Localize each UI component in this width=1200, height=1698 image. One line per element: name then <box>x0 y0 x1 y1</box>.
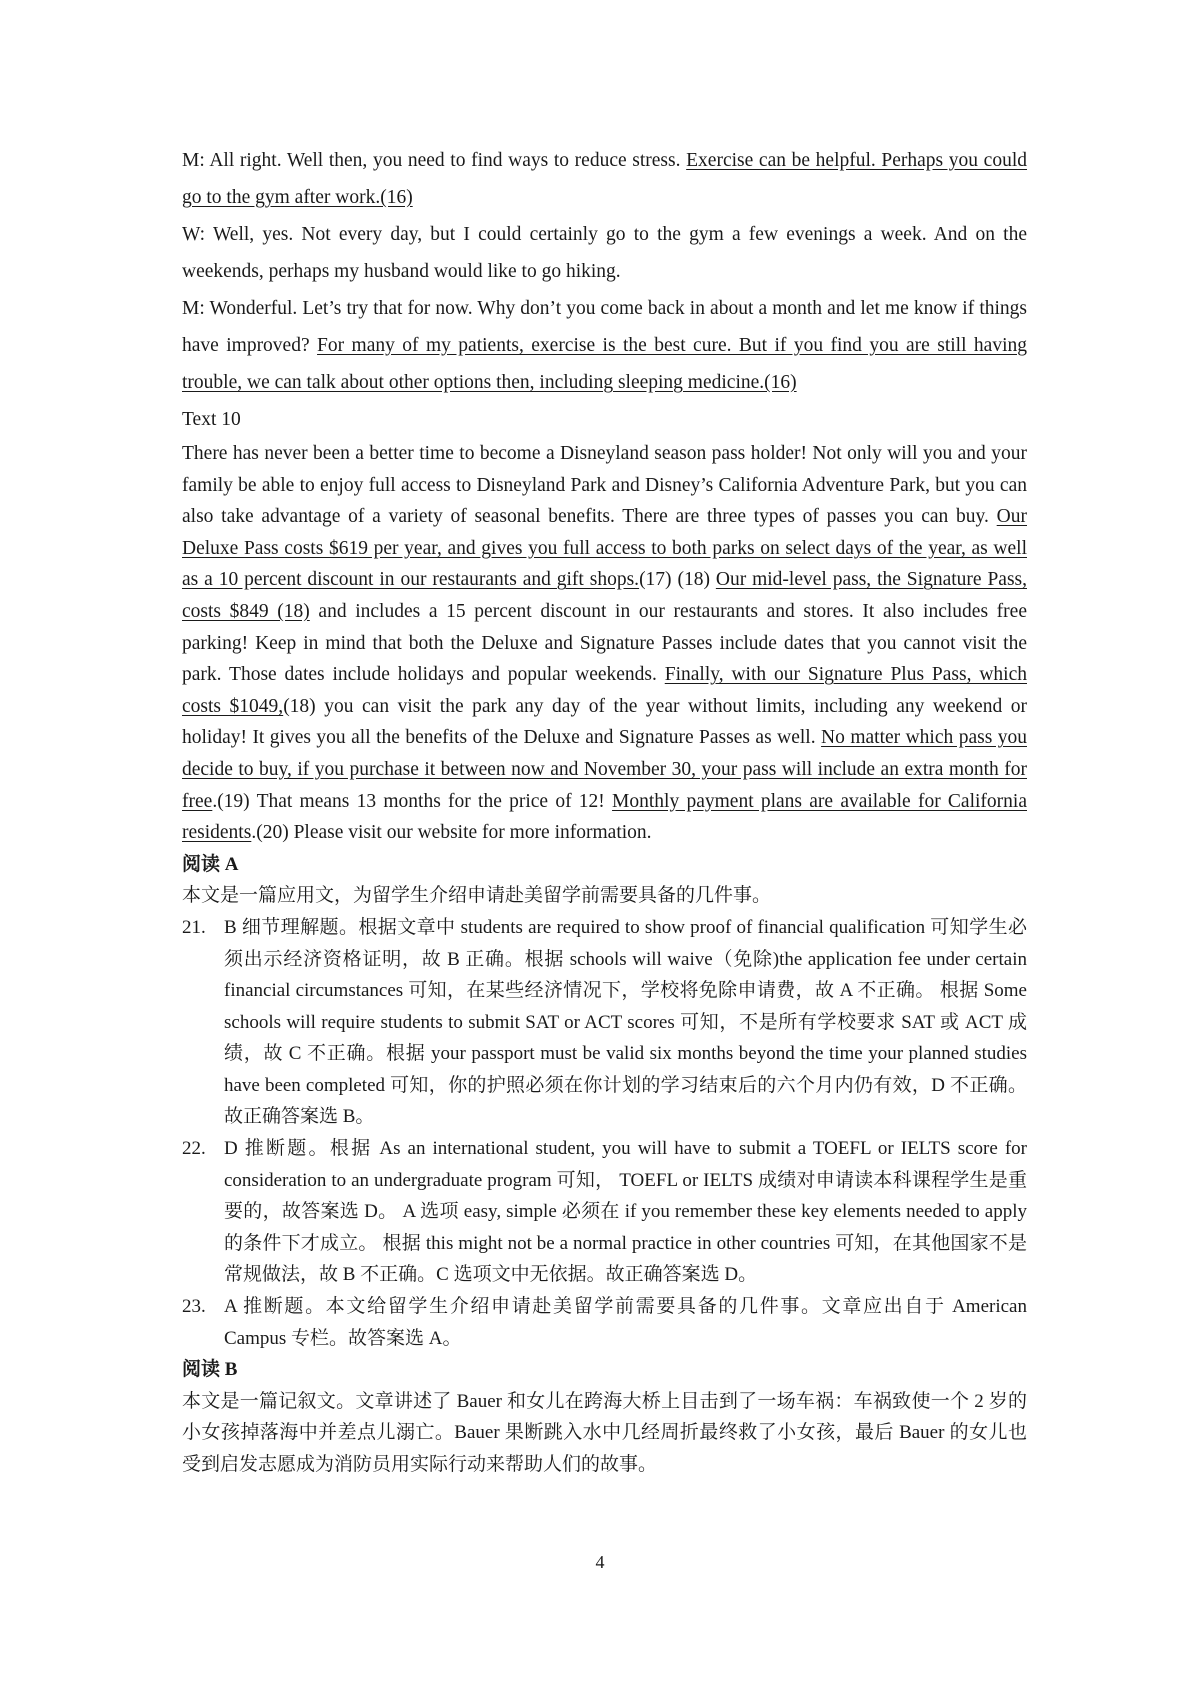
passage-text: and includes a 15 percent discount in our restaurants and stores. It also includes free parking! Keep in mind that both the Deluxe and Signature Passes include dates that you cannot visit the park. Those dates include holidays and popular weekends. <box>182 600 1027 686</box>
page-content <box>182 142 1027 1481</box>
reading-a-heading: 阅读 A <box>182 853 239 875</box>
reading-a-intro: 本文是一篇应用文，为留学生介绍申请赴美留学前需要具备的几件事。 <box>182 885 772 907</box>
passage-text: (17) (18) <box>639 569 716 591</box>
underlined-answer-text: For many of my patients, exercise is the best cure. But if you find you are still having trouble, we can talk about other options then, including sleeping medicine.(16) <box>182 335 1027 393</box>
reading-a-section <box>182 849 1027 1355</box>
answer-number: 23. <box>182 1296 206 1318</box>
passage-text: There has never been a better time to become a Disneyland season pass holder! Not only will you and your family be able to enjoy full access to Disneyland Park and Disney’s California Adventure Park, but you can also take advantage of a variety of seasonal benefits. There are three types of passes you can buy. <box>182 443 1027 528</box>
reading-b-section <box>182 1354 1027 1480</box>
dialogue-text: M: Wonderful. Let’s try that for now. Why don’t you come back in about a month and let me know if things have improved? <box>182 298 1027 356</box>
reading-b-intro: 本文是一篇记叙文。文章讲述了 Bauer 和女儿在跨海大桥上目击到了一场车祸：车祸致使一个 2 岁的小女孩掉落海中并差点儿溺亡。Bauer 果断跳入水中几经周折最终救了小女孩，最后 Bauer 的女儿也受到启发志愿成为消防员用实际行动来帮助人们的故事。 <box>182 1390 1027 1475</box>
dialogue-line-m1 <box>182 142 1027 216</box>
passage-text: (18) you can visit the park any day of the year without limits, including any weekend or holiday! It gives you all the benefits of the Deluxe and Signature Passes as well. <box>182 695 1027 749</box>
answer-item-22 <box>182 1133 1027 1291</box>
answer-item-23 <box>182 1291 1027 1354</box>
passage-text: .(20) Please visit our website for more information. <box>251 822 652 844</box>
page-number: 4 <box>595 1552 605 1572</box>
text10-heading: Text 10 <box>182 409 241 430</box>
underlined-answer-text: Our Deluxe Pass costs $619 per year, and gives you full access to both parks on select days of the year, as well as a 10 percent discount in our restaurants and gift shops. <box>182 506 1027 591</box>
underlined-answer-text: Our mid-level pass, the Signature Pass, costs $849 (18) <box>182 569 1027 622</box>
answer-explanation: A 推断题。本文给留学生介绍申请赴美留学前需要具备的几件事。文章应出自于 American Campus 专栏。故答案选 A。 <box>224 1296 1027 1349</box>
answer-number: 22. <box>182 1138 206 1160</box>
underlined-answer-text: Exercise can be helpful. Perhaps you could go to the gym after work.(16) <box>182 150 1028 208</box>
underlined-answer-text: Monthly payment plans are available for California residents <box>182 790 1027 844</box>
passage-text: .(19) That means 13 months for the price of 12! <box>212 790 613 812</box>
answer-number: 21. <box>182 916 206 938</box>
dialogue-line-m2 <box>182 290 1027 401</box>
answer-explanation: B 细节理解题。根据文章中 students are required to show proof of financial qualification 可知学生必须出示经济资格证明，故 B 正确。根据 schools will waive（免除)the application fee under certain financial circumstances 可知，在某些经济情况下，学校将免除申请费，故 A 不正确。 根据 Some schools will require students to submit SAT or ACT scores 可知，不是所有学校要求 SAT 或 ACT 成绩，故 C 不正确。根据 your passport must be valid six months beyond the time your planned studies have been completed 可知，你的护照必须在你计划的学习结束后的六个月内仍有效，D 不正确。故正确答案选 B。 <box>224 916 1027 1128</box>
reading-b-heading: 阅读 B <box>182 1359 238 1381</box>
underlined-answer-text: No matter which pass you decide to buy, if you purchase it between now and November 30, your pass will include an extra month for free <box>182 727 1027 812</box>
underlined-answer-text: Finally, with our Signature Plus Pass, which costs $1049, <box>182 664 1027 717</box>
dialogue-section <box>182 142 1027 401</box>
text10-section <box>182 401 1027 849</box>
dialogue-text: M: All right. Well then, you need to find ways to reduce stress. <box>182 150 687 171</box>
answer-item-21 <box>182 912 1027 1133</box>
answer-explanation: D 推断题。根据 As an international student, you will have to submit a TOEFL or IELTS score for consideration to an undergraduate program 可知， TOEFL or IELTS 成绩对申请读本科课程学生是重要的，故答案选 D。 A 选项 easy, simple 必须在 if you remember these key elements needed to apply 的条件下才成立。 根据 this might not be a normal practice in other countries 可知，在其他国家不是常规做法，故 B 不正确。C 选项文中无依据。故正确答案选 D。 <box>224 1138 1027 1286</box>
text10-paragraph <box>182 438 1027 849</box>
dialogue-line-w: W: Well, yes. Not every day, but I could certainly go to the gym a few evenings a week. And on the weekends, perhaps my husband would like to go hiking. <box>182 224 1027 282</box>
